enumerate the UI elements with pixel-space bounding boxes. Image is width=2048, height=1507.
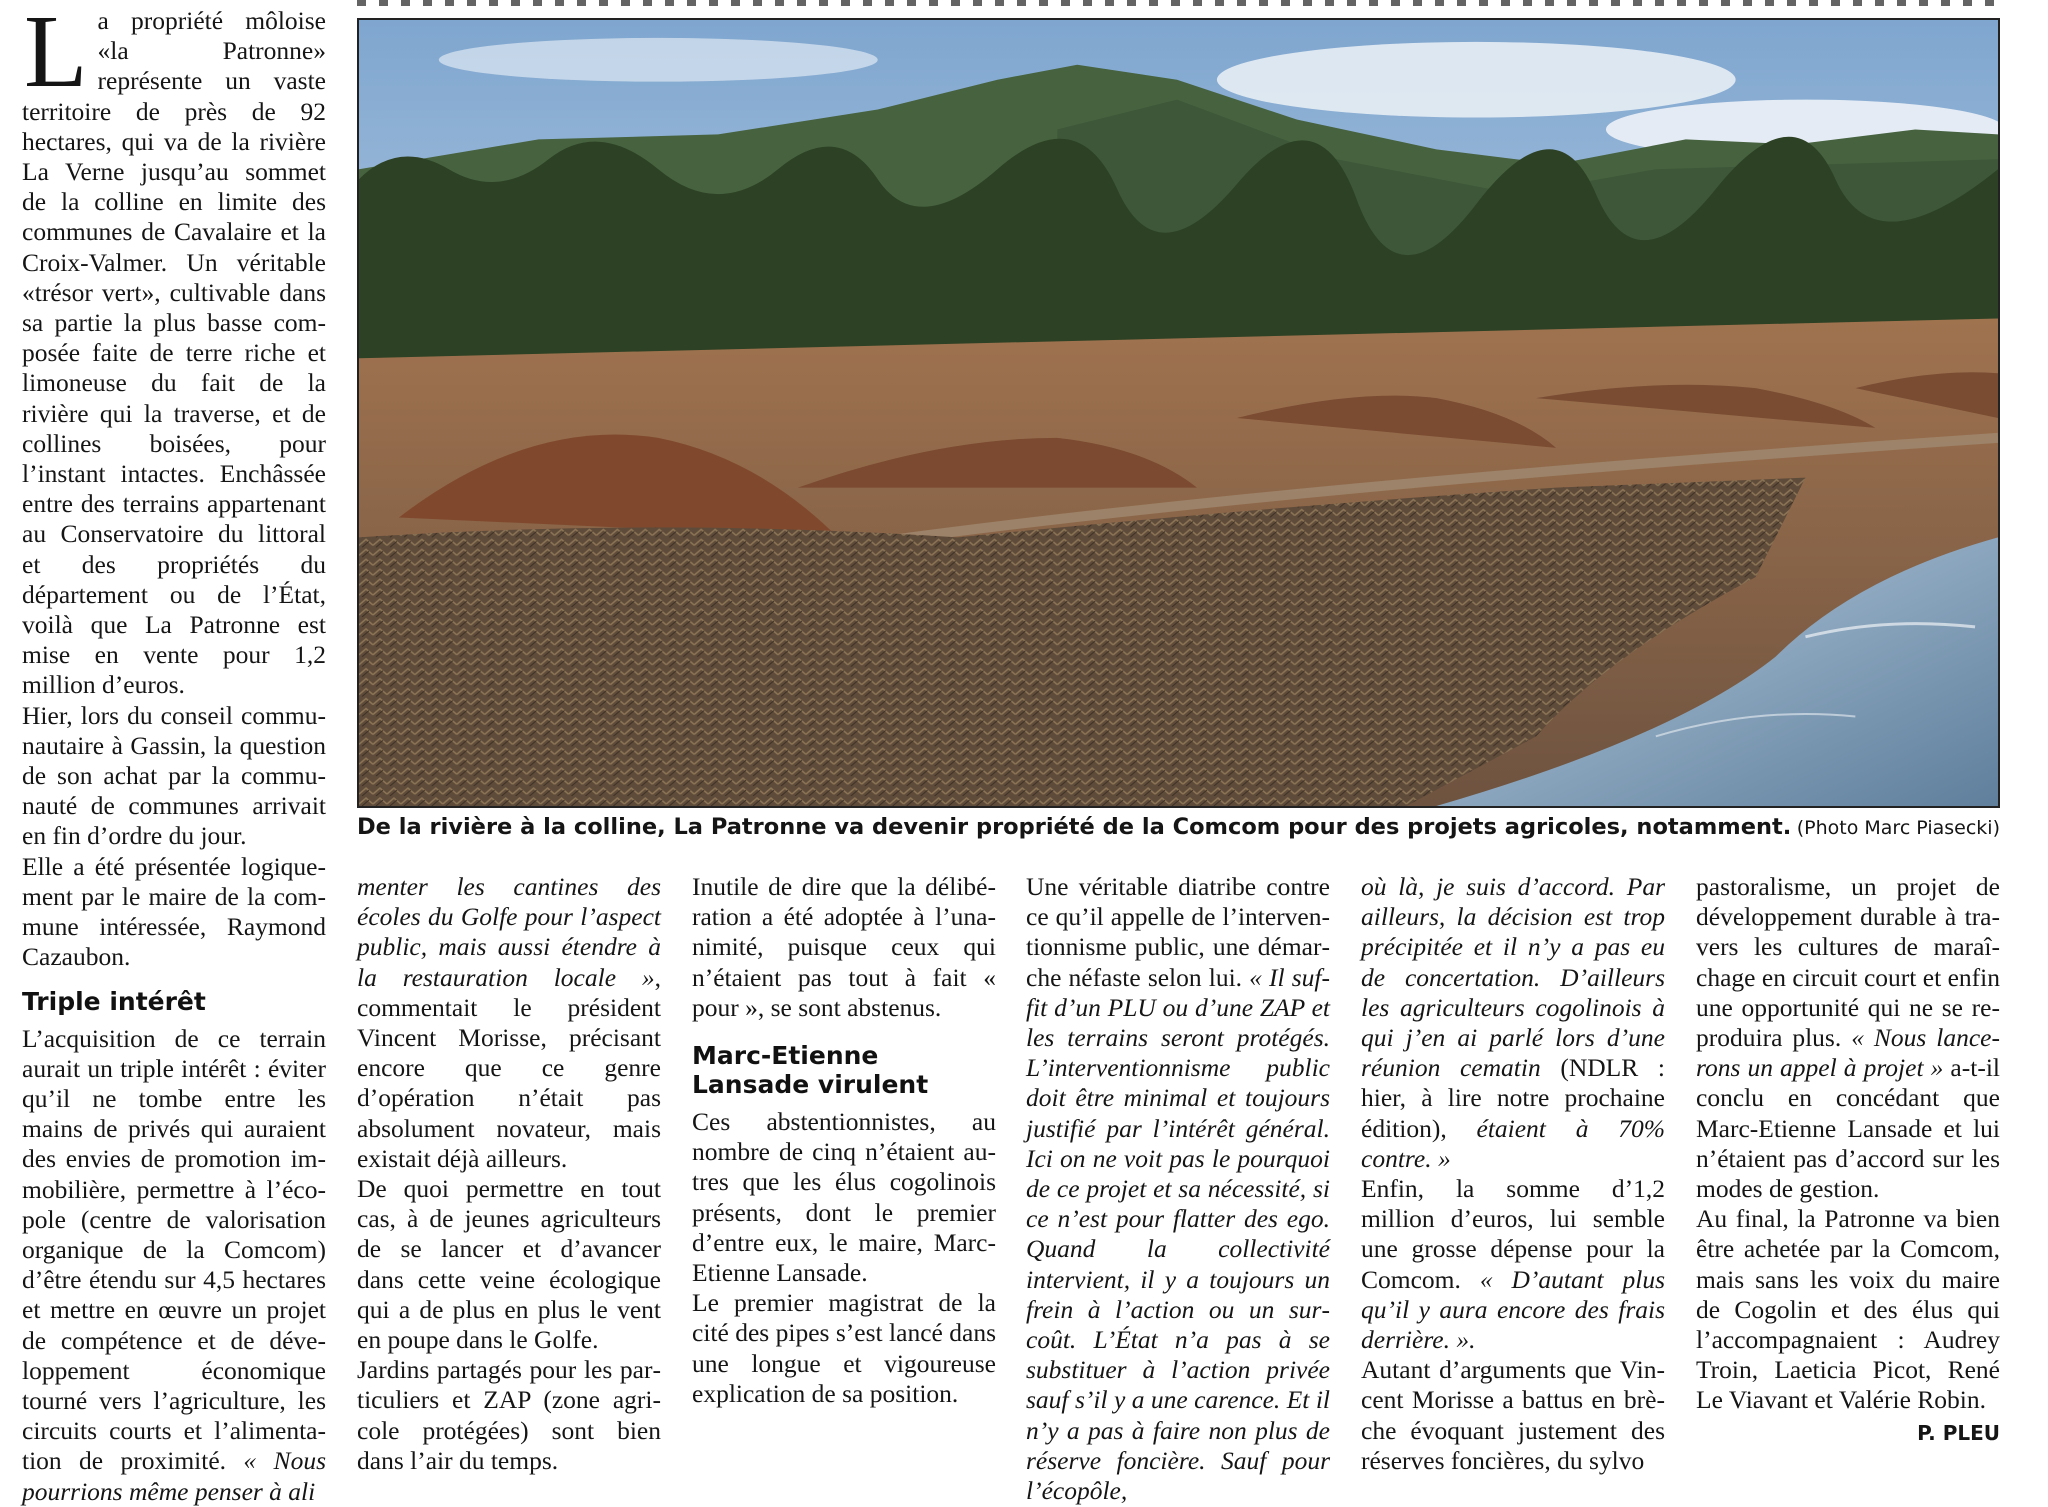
paragraph: menter les cantines des écoles du Golfe pour l’aspect public, mais aussi étendre à la restauration locale », commentait le président Vincent Morisse, précisant encore que ce genre d’opération n’était pas absolument novateur, mais existait déjà ailleurs. [357,872,661,1173]
paragraph: Hier, lors du conseil communautaire à Gassin, la question de son achat par la communauté de communes arrivait en fin d’ordre du jour. [22,700,326,851]
subhead-lansade: Marc-Etienne Lansade virulent [692,1041,929,1100]
paragraph: Jardins partagés pour les particuliers et ZAP (zone agricole protégées) sont bien dans l’air du temps. [357,1355,661,1475]
photo-caption-bar [357,814,2000,846]
column-2 [357,872,661,1476]
paragraph: Autant d’arguments que Vincent Morisse a battus en brèche évoquant justement des réserves foncières, du sylvo [1361,1355,1665,1475]
column-4 [1026,872,1330,1506]
paragraph: Elle a été présentée logiquement par le maire de la commune intéressée, Raymond Cazaubon. [22,851,326,972]
landscape-photo-illustration [359,20,1998,806]
column-6 [1696,872,2000,1448]
paragraph: Ces abstentionnistes, au nombre de cinq n’étaient autres que les élus cogolinois présents, dont le premier d’entre eux, le maire, Marc-Etienne Lansade. [692,1107,996,1288]
drop-cap: L [24,0,88,109]
photo-credit: (Photo Marc Piasecki) [1796,817,2000,839]
subhead-triple-interet: Triple intérêt [22,986,206,1016]
paragraph: De quoi permettre en tout cas, à de jeunes agriculteurs de se lancer et d’avancer dans cette veine écologique qui a de plus en plus le vent en poupe dans le Golfe. [357,1174,661,1355]
author-signature: P. PLEU [1917,1420,2000,1445]
photo-caption: De la rivière à la colline, La Patronne va devenir propriété de la Comcom pour des projets agricoles, notamment. [357,814,1792,840]
paragraph: Enfin, la somme d’1,2 million d’euros, lui semble une grosse dépense pour la Comcom. « D’autant plus qu’il y aura encore des frais derrière. ». [1361,1174,1666,1355]
article-photo [357,18,2000,808]
paragraph: Au final, la Patronne va bien être achetée par la Comcom, mais sans les voix du maire de Cogolin et des élus qui l’accompagnaient : Audrey Troin, Laeticia Picot, René Le Viavant et Valérie Robin. [1696,1204,2000,1415]
column-1 [22,0,326,1507]
paragraph: L’acquisition de ce terrain aurait un triple intérêt : éviter qu’il ne tombe entre les mains de privés qui auraient des envies de promotion immobilière, permettre à l’écopole (centre de valorisation organique de la Comcom) d’être étendu sur 4,5 hectares et mettre en œuvre un projet de compétence et de développement économique tourné vers l’agriculture, les circuits courts et l’alimentation de proximité. « Nous pourrions même penser à ali [22,1023,326,1506]
lead-paragraph: La propriété môloise «la Patronne» représente un vaste territoire de près de 92 hectares, qui va de la rivière La Verne jusqu’au sommet de la colline en limite des communes de Cavalaire et la Croix-Valmer. Un véritable «trésor vert», cultivable dans sa partie la plus basse composée faite de terre riche et limoneuse du fait de la rivière qui la traverse, et de collines boisées, pour l’instant intactes. Enchâssée entre des terrains appartenant au Conservatoire du littoral et des propriétés du département ou de l’État, voilà que La Patronne est mise en vente pour 1,2 million d’euros. [22,0,326,700]
column-5 [1361,872,1665,1476]
paragraph: Inutile de dire que la délibération a été adoptée à l’unanimité, puisque ceux qui n’étaient pas tout à fait « pour », se sont abstenus. [692,872,996,1022]
paragraph: Une véritable diatribe contre ce qu’il appelle de l’interventionnisme public, une démarche néfaste selon lui. « Il suffit d’un PLU ou d’une ZAP et les terrains seront protégés. L’interventionnisme public doit être minimal et toujours justifié par l’intérêt général. Ici on ne voit pas le pourquoi de ce projet et sa nécessité, si ce n’est pour flatter des ego. Quand la collectivité intervient, il y a toujours un frein à l’action ou un surcoût. L’État n’a pas à se substituer à l’action privée sauf s’il y a une carence. Et il n’y a pas à faire non plus de réserve foncière. Sauf pour l’écopôle, [1026,872,1330,1506]
paragraph: pastoralisme, un projet de développement durable à travers les cultures de maraîchage en circuit court et enfin une opportunité qui ne se reproduira plus. « Nous lancerons un appel à projet » a-t-il conclu en concédant que Marc-Etienne Lansade et lui n’étaient pas d’accord sur les modes de gestion. [1696,872,2000,1204]
paragraph: où là, je suis d’accord. Par ailleurs, la décision est trop précipitée et il n’y a pas eu de concertation. D’ailleurs les agriculteurs cogolinois à qui j’en ai parlé lors d’une réunion cematin (NDLR : hier, à lire notre prochaine édition), étaient à 70% contre. » [1361,872,1665,1173]
column-3 [692,872,996,1409]
paragraph: Le premier magistrat de la cité des pipes s’est lancé dans une longue et vigoureuse explication de sa position. [692,1288,996,1408]
previous-headline-fragment [357,0,2000,6]
